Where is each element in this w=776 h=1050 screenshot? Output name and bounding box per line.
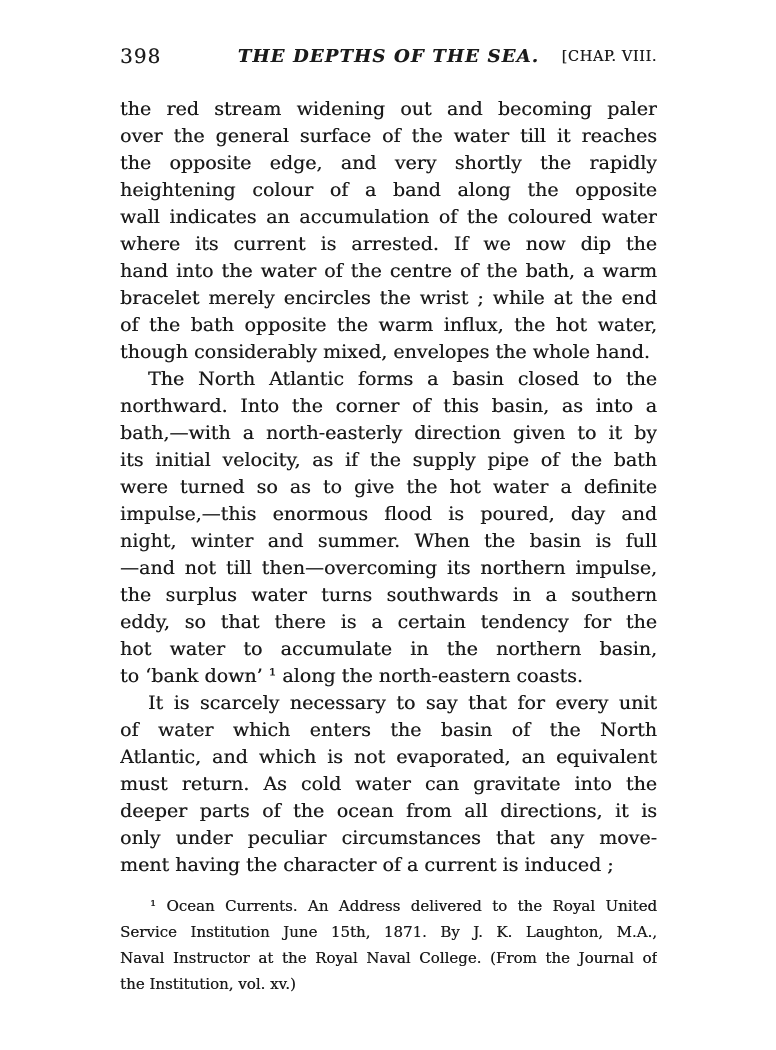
text-line: heightening colour of a band along the opposite	[120, 179, 657, 201]
footnote	[120, 893, 657, 997]
text-line: impulse,—this enormous flood is poured, day and	[120, 503, 657, 525]
text-line: the Institution, vol. xv.)	[120, 975, 296, 993]
text-line: hand into the water of the centre of the bath, a warm	[120, 260, 657, 282]
paragraph-2	[120, 366, 657, 690]
text-line: its initial velocity, as if the supply pipe of the bath	[120, 449, 657, 471]
text-line: Atlantic, and which is not evaporated, an equivalent	[120, 746, 657, 768]
page-body	[120, 96, 657, 879]
paragraph-1	[120, 96, 657, 366]
text-line: ment having the character of a current is induced ;	[120, 854, 614, 876]
text-line: eddy, so that there is a certain tendency for the	[120, 611, 657, 633]
text-line: bath,—with a north-easterly direction given to it by	[120, 422, 657, 444]
text-line: of water which enters the basin of the North	[120, 719, 657, 741]
text-line: of the bath opposite the warm influx, the hot water,	[120, 314, 657, 336]
text-line: It is scarcely necessary to say that for every unit	[148, 692, 657, 714]
text-line: deeper parts of the ocean from all directions, it is	[120, 800, 657, 822]
text-line: were turned so as to give the hot water a definite	[120, 476, 657, 498]
text-line: Naval Instructor at the Royal Naval College. (From the Journal of	[120, 949, 657, 967]
text-line: hot water to accumulate in the northern basin,	[120, 638, 657, 660]
text-line: must return. As cold water can gravitate into the	[120, 773, 657, 795]
text-line: bracelet merely encircles the wrist ; while at the end	[120, 287, 657, 309]
text-line: the surplus water turns southwards in a southern	[120, 584, 657, 606]
text-line: wall indicates an accumulation of the coloured water	[120, 206, 657, 228]
text-line: Service Institution June 15th, 1871. By J. K. Laughton, M.A.,	[120, 923, 657, 941]
text-line: where its current is arrested. If we now dip the	[120, 233, 657, 255]
text-line: —and not till then—overcoming its northern impulse,	[120, 557, 657, 579]
text-line: ¹ Ocean Currents. An Address delivered to the Royal United	[150, 897, 657, 915]
text-line: though considerably mixed, envelopes the whole hand.	[120, 341, 650, 363]
text-line: night, winter and summer. When the basin is full	[120, 530, 657, 552]
paragraph-3	[120, 690, 657, 879]
text-line: the opposite edge, and very shortly the rapidly	[120, 152, 657, 174]
text-line: to ‘bank down’ ¹ along the north-eastern coasts.	[120, 665, 583, 687]
text-line: only under peculiar circumstances that any move-	[120, 827, 657, 849]
text-line: northward. Into the corner of this basin, as into a	[120, 395, 657, 417]
text-line: over the general surface of the water till it reaches	[120, 125, 657, 147]
text-line: The North Atlantic forms a basin closed to the	[148, 368, 657, 390]
chapter-label: [CHAP. VIII.	[561, 49, 657, 65]
page-header	[120, 44, 657, 70]
page-number: 398	[120, 44, 162, 68]
running-title: THE DEPTHS OF THE SEA.	[237, 46, 540, 67]
text-line: the red stream widening out and becoming paler	[120, 98, 657, 120]
